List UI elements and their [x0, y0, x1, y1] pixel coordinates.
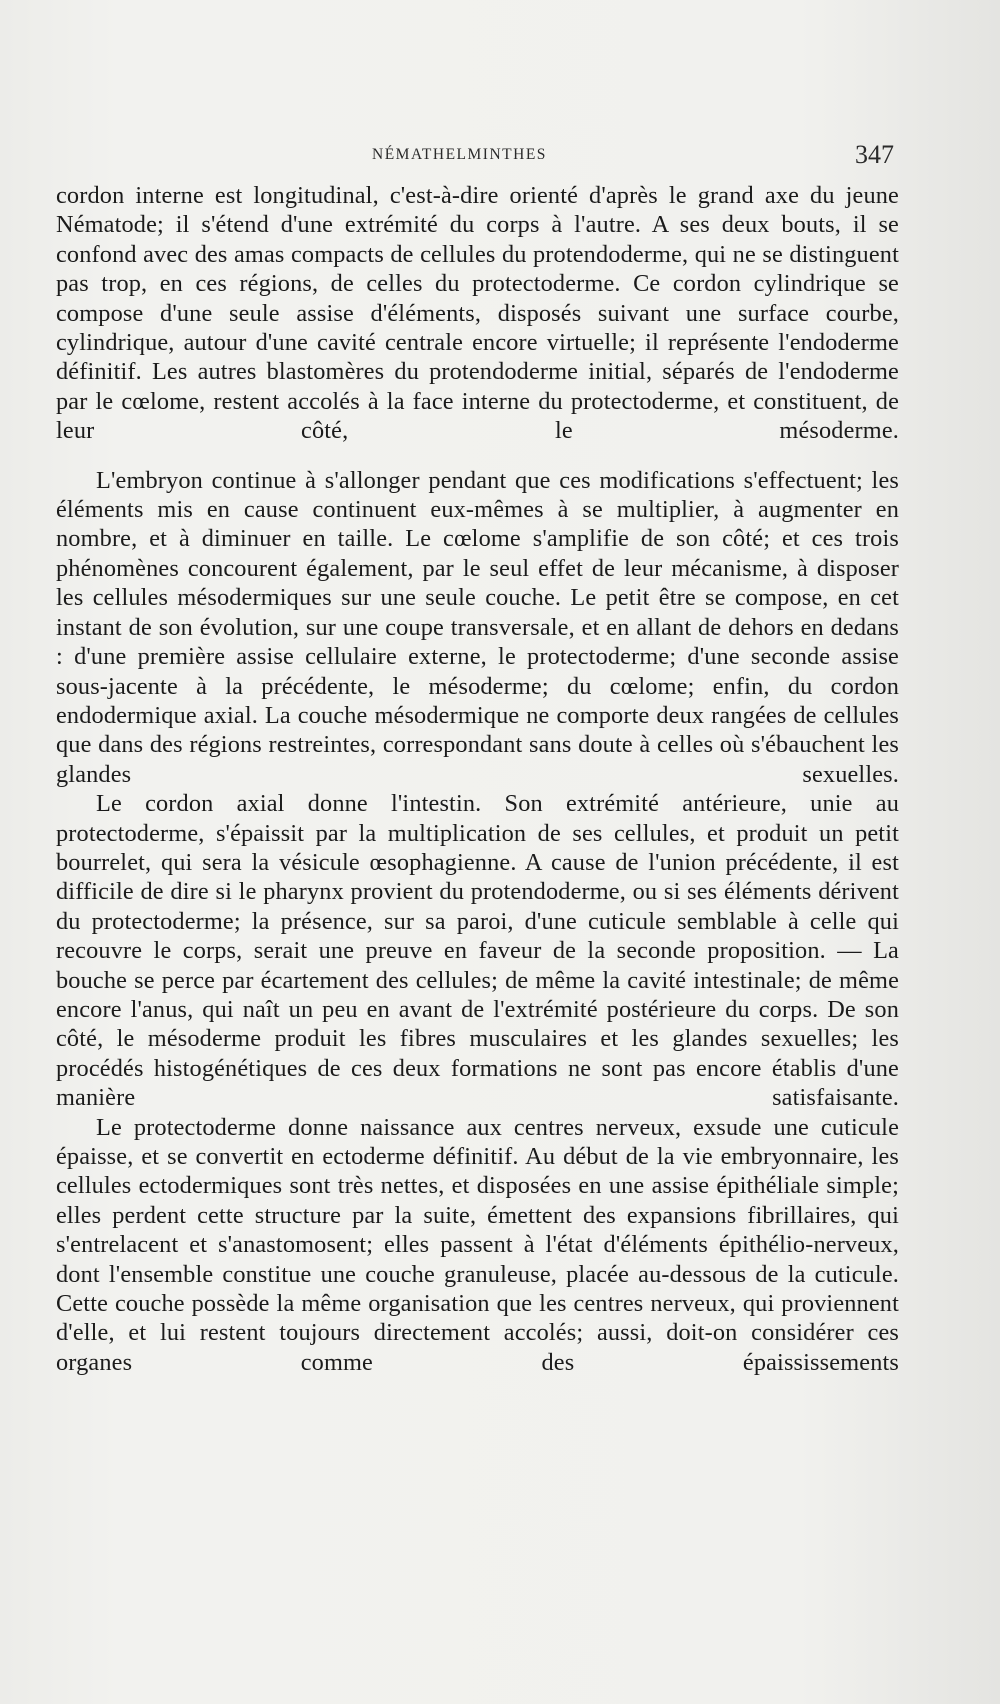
page-number: 347 [855, 140, 894, 169]
paragraph-2: L'embryon continue à s'allonger pendant que ces modifications s'effectuent; les éléments mis en cause continuent eux-mêmes à se multiplier, à augmenter en nombre, et à diminuer en taille. Le cœlome s'amplifie de son côté; et ces trois phénomènes concourent également, par le seul effet de leur mécanisme, à disposer les cellules mésodermiques sur une seule couche. Le petit être se compose, en cet instant de son évolution, sur une coupe transversale, et en allant de dehors en dedans : d'une première assise cellulaire externe, le protectoderme; d'une seconde assise sous-jacente à la précédente, le mésoderme; du cœlome; enfin, du cordon endodermique axial. La couche mésodermique ne comporte deux rangées de cellules que dans des régions restreintes, correspondant sans doute à celles où s'ébauchent les glandes sexuelles. [56, 466, 899, 788]
paragraph-gap [56, 446, 899, 466]
paragraph-4: Le protectoderme donne naissance aux centres nerveux, exsude une cuticule épaisse, et se convertit en ectoderme définitif. Au début de la vie embryonnaire, les cellules ectodermiques sont très nettes, et disposées en une assise épithéliale simple; elles perdent cette structure par la suite, émettent des expansions fibrillaires, qui s'entrelacent et s'anastomosent; elles passent à l'état d'éléments épithélio-nerveux, dont l'ensemble constitue une couche granuleuse, placée au-dessous de la cuticule. Cette couche possède la même organisation que les centres nerveux, qui proviennent d'elle, et lui restent toujours directement accolés; aussi, doit-on considérer ces organes comme des épaississements [56, 1113, 899, 1376]
body-text [56, 181, 899, 1377]
page-header [0, 140, 1000, 176]
running-head: NÉMATHELMINTHES [372, 146, 547, 163]
paragraph-1: cordon interne est longitudinal, c'est-à-dire orienté d'après le grand axe du jeune Nématode; il s'étend d'une extrémité du corps à l'autre. A ses deux bouts, il se confond avec des amas compacts de cellules du protendoderme, qui ne se distinguent pas trop, en ces régions, de celles du protectoderme. Ce cordon cylindrique se compose d'une seule assise d'éléments, disposés suivant une surface courbe, cylindrique, autour d'une cavité centrale encore virtuelle; il représente l'endoderme définitif. Les autres blastomères du protendoderme initial, séparés de l'endoderme par le cœlome, restent accolés à la face interne du protectoderme, et constituent, de leur côté, le mésoderme. [56, 182, 899, 445]
paragraph-3: Le cordon axial donne l'intestin. Son extrémité antérieure, unie au protectoderme, s'épaissit par la multiplication de ses cellules, et produit un petit bourrelet, qui sera la vésicule œsophagienne. A cause de l'union précédente, il est difficile de dire si le pharynx provient du protendoderme, ou si ses éléments dérivent du protectoderme; la présence, sur sa paroi, d'une cuticule semblable à celle qui recouvre le corps, serait une preuve en faveur de la seconde proposition. — La bouche se perce par écartement des cellules; de même la cavité intestinale; de même encore l'anus, qui naît un peu en avant de l'extrémité postérieure du corps. De son côté, le mésoderme produit les fibres musculaires et les glandes sexuelles; les procédés histogénétiques de ces deux formations ne sont pas encore établis d'une manière satisfaisante. [56, 790, 899, 1112]
